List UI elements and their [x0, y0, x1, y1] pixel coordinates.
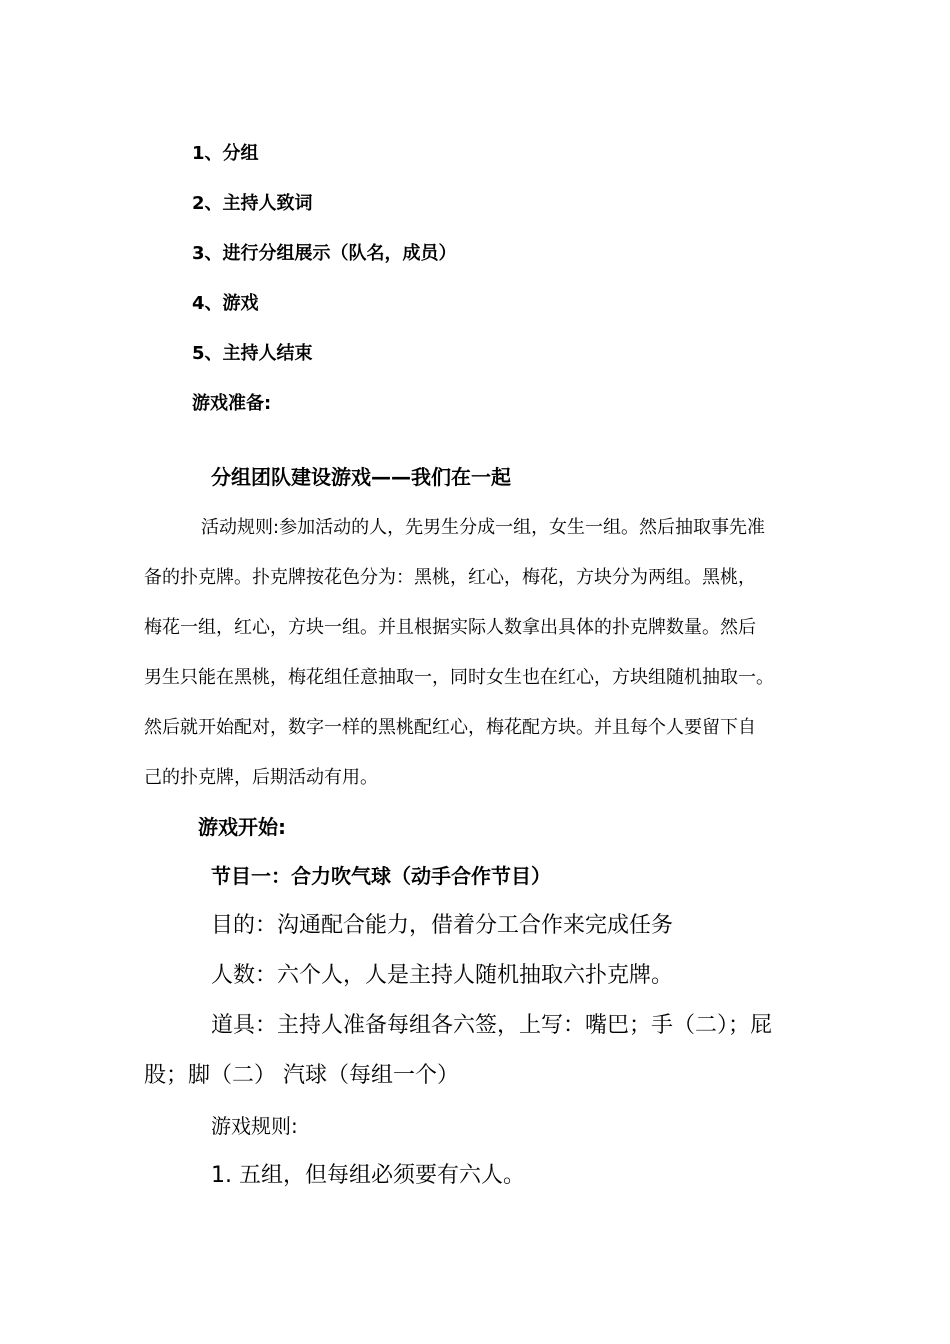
game-rules-label: 游戏规则:: [211, 1114, 298, 1138]
agenda-item-2: 2、主持人致词: [192, 193, 313, 214]
people-line: 人数：六个人，人是主持人随机抽取六扑克牌。: [211, 963, 674, 988]
purpose-line: 目的：沟通配合能力，借着分工合作来完成任务: [211, 913, 674, 938]
program-title: 节目一：合力吹气球（动手合作节目）: [211, 864, 551, 888]
agenda-item-3: 3、进行分组展示（队名，成员）: [192, 243, 457, 264]
rules-line-1: 活动规则:参加活动的人，先男生分成一组，女生一组。然后抽取事先准: [201, 517, 766, 538]
rule-item-1: 1. 五组，但每组必须要有六人。: [211, 1163, 525, 1188]
rules-line-5: 然后就开始配对，数字一样的黑桃配红心，梅花配方块。并且每个人要留下自: [144, 717, 756, 738]
section-title: 分组团队建设游戏——我们在一起: [211, 465, 511, 489]
rules-line-2: 备的扑克牌。扑克牌按花色分为：黑桃，红心，梅花，方块分为两组。黑桃，: [144, 567, 756, 588]
prep-heading: 游戏准备:: [192, 393, 272, 414]
agenda-item-5: 5、主持人结束: [192, 343, 313, 364]
agenda-item-1: 1、分组: [192, 143, 259, 164]
props-line-1: 道具：主持人准备每组各六签，上写：嘴巴；手（二）；屁: [211, 1013, 773, 1038]
agenda-item-4: 4、游戏: [192, 293, 259, 314]
props-line-2: 股；脚（二） 汽球（每组一个）: [144, 1063, 459, 1088]
rules-line-3: 梅花一组，红心，方块一组。并且根据实际人数拿出具体的扑克牌数量。然后: [144, 617, 756, 638]
rules-line-6: 己的扑克牌，后期活动有用。: [144, 767, 378, 788]
rules-line-4: 男生只能在黑桃，梅花组任意抽取一，同时女生也在红心，方块组随机抽取一。: [144, 667, 774, 688]
game-start-heading: 游戏开始:: [198, 815, 286, 839]
